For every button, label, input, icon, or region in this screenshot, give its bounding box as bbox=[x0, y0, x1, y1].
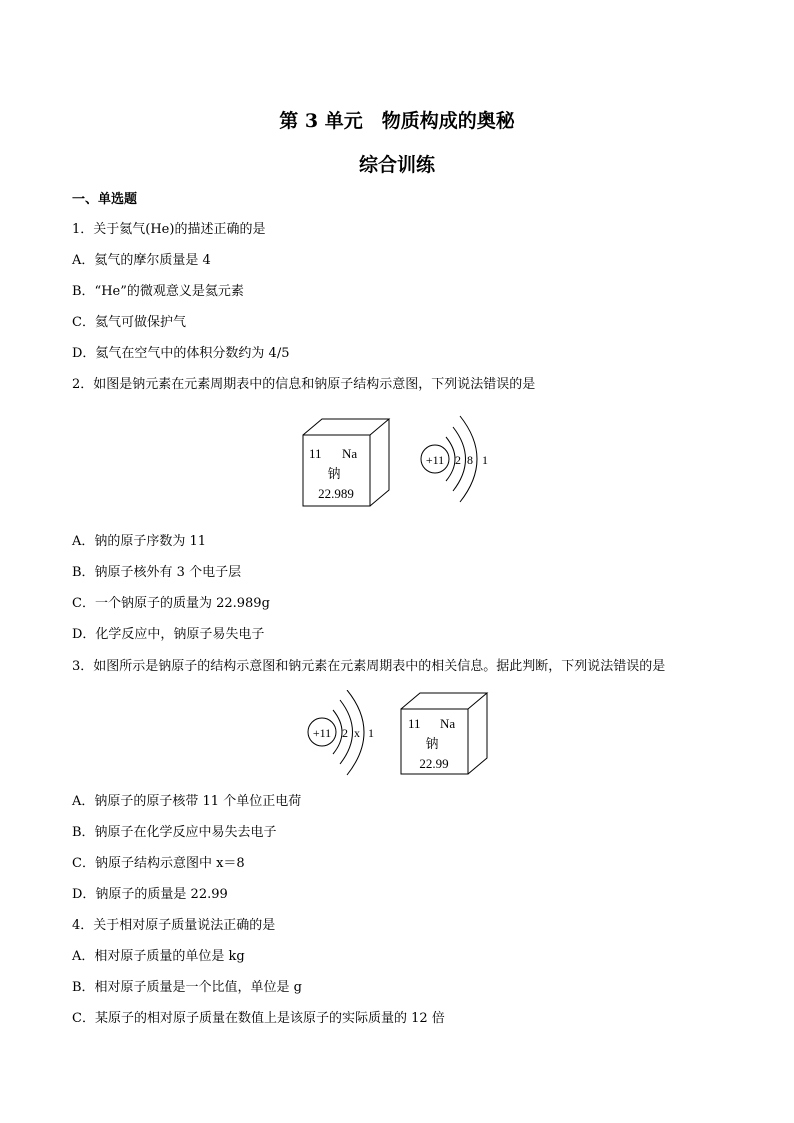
question-1-option-d: D．氦气在空气中的体积分数约为 4/5 bbox=[72, 346, 290, 361]
element-atomic-mass: 22.99 bbox=[419, 756, 449, 771]
shell-electrons-2: x bbox=[354, 726, 360, 740]
section-heading: 一、单选题 bbox=[72, 192, 138, 207]
question-4-stem: 4．关于相对原子质量说法正确的是 bbox=[72, 918, 276, 933]
question-2-figure bbox=[300, 410, 500, 510]
element-symbol: Na bbox=[440, 716, 456, 731]
question-3-option-b: B．钠原子在化学反应中易失去电子 bbox=[72, 825, 277, 840]
question-2-option-c: C．一个钠原子的质量为 22.989g bbox=[72, 596, 270, 611]
question-3-option-c: C．钠原子结构示意图中 x＝8 bbox=[72, 856, 245, 871]
atom-structure-diagram bbox=[308, 690, 374, 775]
question-4-option-a: A．相对原子质量的单位是 kg bbox=[72, 949, 245, 964]
question-1-option-c: C．氦气可做保护气 bbox=[72, 315, 186, 330]
question-3-figure bbox=[300, 690, 500, 780]
electron-shell-arc-1 bbox=[333, 710, 342, 754]
question-1-option-a: A．氦气的摩尔质量是 4 bbox=[72, 253, 211, 268]
atom-structure-diagram bbox=[421, 416, 488, 502]
element-name: 钠 bbox=[327, 466, 341, 481]
question-3-option-a: A．钠原子的原子核带 11 个单位正电荷 bbox=[72, 794, 302, 809]
nucleus-charge: +11 bbox=[425, 453, 445, 467]
shell-electrons-2: 8 bbox=[467, 453, 473, 467]
question-1-stem: 1．关于氦气(He)的描述正确的是 bbox=[72, 222, 266, 237]
question-2-option-b: B．钠原子核外有 3 个电子层 bbox=[72, 565, 242, 580]
page-title: 第 3 单元 物质构成的奥秘 bbox=[279, 110, 515, 132]
page-subtitle: 综合训练 bbox=[358, 154, 435, 176]
question-2-option-a: A．钠的原子序数为 11 bbox=[72, 534, 207, 549]
shell-electrons-3: 1 bbox=[368, 726, 374, 740]
question-4-option-c: C．某原子的相对原子质量在数值上是该原子的实际质量的 12 倍 bbox=[72, 1011, 445, 1026]
element-atomic-number: 11 bbox=[408, 716, 421, 731]
question-2-option-d: D．化学反应中，钠原子易失电子 bbox=[72, 627, 265, 642]
element-name: 钠 bbox=[425, 736, 439, 751]
shell-electrons-1: 2 bbox=[455, 453, 461, 467]
question-4-option-b: B．相对原子质量是一个比值，单位是 g bbox=[72, 980, 303, 995]
question-3-option-d: D．钠原子的质量是 22.99 bbox=[72, 887, 228, 902]
shell-electrons-1: 2 bbox=[342, 726, 348, 740]
nucleus-charge: +11 bbox=[312, 726, 332, 740]
question-3-stem: 3．如图所示是钠原子的结构示意图和钠元素在元素周期表中的相关信息。据此判断，下列说法错误的是 bbox=[72, 659, 666, 674]
element-atomic-mass: 22.989 bbox=[318, 486, 354, 501]
electron-shell-arc-1 bbox=[446, 437, 455, 481]
question-1-option-b: B．“He”的微观意义是氦元素 bbox=[72, 284, 244, 299]
shell-electrons-3: 1 bbox=[482, 453, 488, 467]
element-symbol: Na bbox=[342, 446, 358, 461]
element-atomic-number: 11 bbox=[309, 446, 322, 461]
question-2-stem: 2．如图是钠元素在元素周期表中的信息和钠原子结构示意图，下列说法错误的是 bbox=[72, 377, 536, 392]
